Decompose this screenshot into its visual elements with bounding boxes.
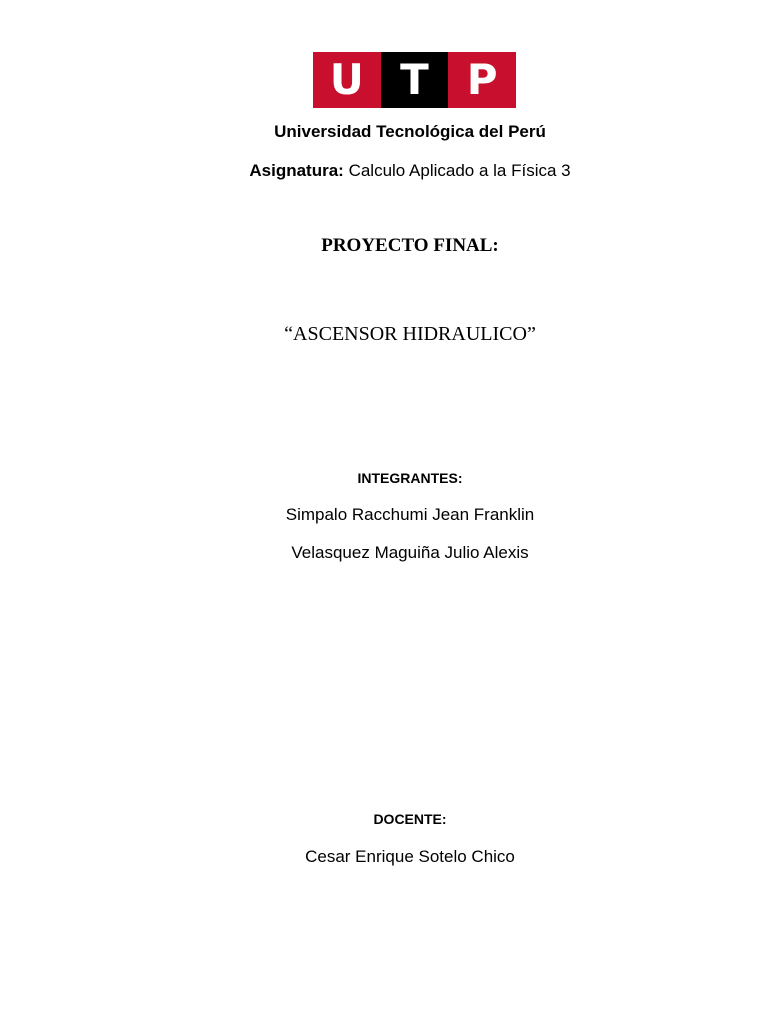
subject-line bbox=[0, 161, 768, 181]
project-heading: PROYECTO FINAL: bbox=[321, 235, 499, 256]
utp-logo bbox=[313, 52, 516, 108]
logo-letter-p: P bbox=[448, 52, 516, 108]
logo-letter-u: U bbox=[313, 52, 381, 108]
university-name: Universidad Tecnológica del Perú bbox=[274, 122, 546, 141]
member-name: Velasquez Maguiña Julio Alexis bbox=[291, 543, 529, 562]
members-heading: INTEGRANTES: bbox=[357, 470, 463, 486]
subject-label: Asignatura: bbox=[249, 161, 344, 180]
teacher-name: Cesar Enrique Sotelo Chico bbox=[305, 847, 515, 866]
project-name: “ASCENSOR HIDRAULICO” bbox=[284, 323, 536, 345]
subject-value: Calculo Aplicado a la Física 3 bbox=[348, 161, 571, 180]
logo-letter-t: T bbox=[381, 52, 449, 108]
member-name: Simpalo Racchumi Jean Franklin bbox=[285, 505, 535, 524]
teacher-heading: DOCENTE: bbox=[373, 811, 447, 827]
